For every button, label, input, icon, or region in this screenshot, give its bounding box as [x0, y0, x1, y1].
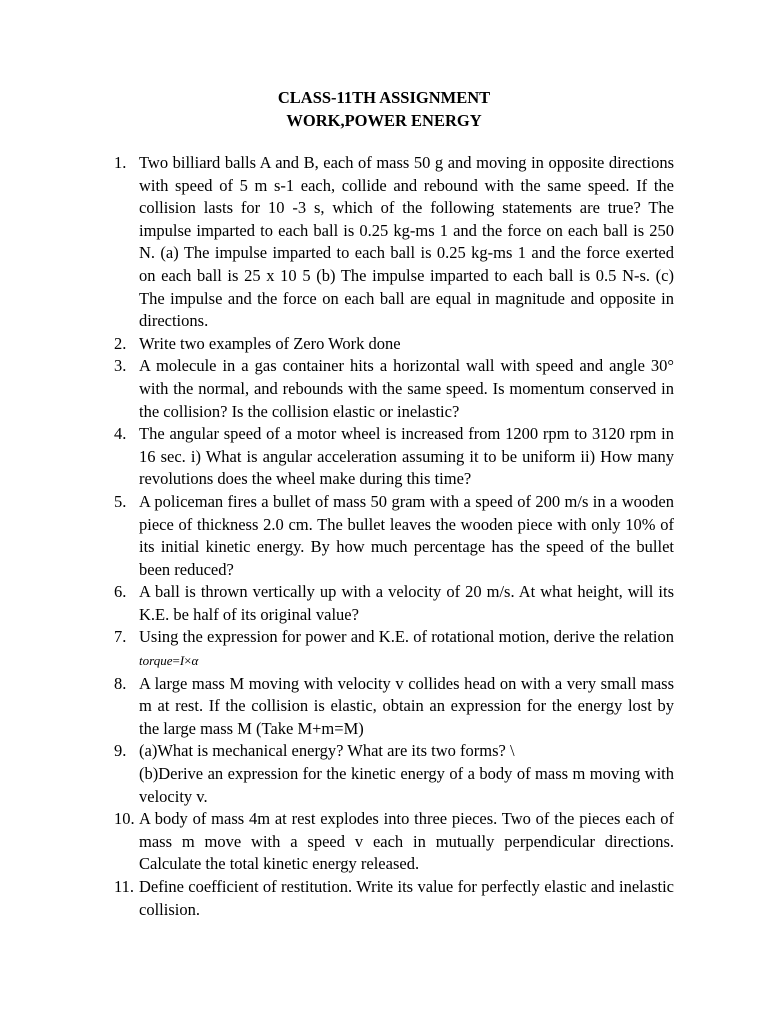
assignment-subtitle: WORK,POWER ENERGY: [286, 111, 482, 130]
question-item: [0, 491, 768, 581]
formula-equals: =: [172, 653, 180, 669]
formula-inertia: I: [179, 653, 185, 669]
question-item: [0, 333, 768, 356]
question-number: 10.: [114, 809, 135, 829]
question-number: 4.: [114, 424, 127, 444]
question-text: A large mass M moving with velocity v collides head on with a very small mass m at rest. If the collision is elastic, obtain an expression for the energy lost by the large mass M (Take M+m=M): [139, 673, 674, 738]
question-number: 9.: [114, 741, 127, 761]
question-text: Define coefficient of restitution. Write its value for perfectly elastic and inelastic collision.: [139, 877, 674, 919]
question-part-a: (a)What is mechanical energy? What are its two forms? \: [139, 741, 515, 761]
question-item: [0, 673, 768, 741]
question-part-b: (b)Derive an expression for the kinetic energy of a body of mass m moving with velocity v.: [139, 764, 674, 806]
question-number: 11.: [114, 877, 135, 896]
question-item: [0, 876, 768, 921]
assignment-title: CLASS-11TH ASSIGNMENT: [277, 88, 491, 107]
question-number: 3.: [114, 356, 127, 376]
question-item: [0, 152, 768, 333]
question-text: A ball is thrown vertically up with a velocity of 20 m/s. At what height, will its K.E. be half of its original value?: [139, 582, 674, 624]
question-item: [0, 808, 768, 876]
question-number: 5.: [114, 491, 127, 511]
question-text: A policeman fires a bullet of mass 50 gram with a speed of 200 m/s in a wooden piece of thickness 2.0 cm. The bullet leaves the wooden piece with only 10% of its initial kinetic energy. By how much percentage has the speed of the bullet been reduced?: [139, 491, 674, 579]
question-list: [0, 152, 768, 921]
formula-alpha: α: [191, 653, 199, 669]
question-number: 1.: [114, 153, 127, 172]
question-item: [0, 626, 768, 672]
question-text: A molecule in a gas container hits a horizontal wall with speed and angle 30° with the normal, and rebounds with the same speed. Is momentum conserved in the collision? Is the collision elastic or inelastic?: [139, 356, 674, 421]
question-text: A body of mass 4m at rest explodes into three pieces. Two of the pieces each of mass m move with a speed v each in mutually perpendicular directions. Calculate the total kinetic energy released.: [139, 809, 674, 874]
question-item: [0, 581, 768, 626]
question-item: [0, 423, 768, 491]
torque-formula: [139, 653, 198, 668]
question-number: 6.: [114, 582, 127, 602]
question-text: The angular speed of a motor wheel is increased from 1200 rpm to 3120 rpm in 16 sec. i) What is angular acceleration assuming it to be uniform ii) How many revolutions does the wheel make during this time?: [139, 424, 674, 489]
formula-times: ×: [184, 653, 192, 669]
question-number: 8.: [114, 673, 127, 693]
question-number: 2.: [114, 333, 127, 353]
question-text-block: [139, 740, 674, 808]
question-text: Two billiard balls A and B, each of mass 50 g and moving in opposite directions with speed of 5 m s-1 each, collide and rebound with the same speed. If the collision lasts for 10 -3 s, which of the following statements are true? The impulse imparted to each ball is 0.25 kg-ms 1 and the force on each ball is 250 N. (a) The impulse imparted to each ball is 0.25 kg-ms 1 and the force exerted on each ball is 25 x 10 5 (b) The impulse imparted to each ball is 0.5 N-s. (c) The impulse and the force on each ball are equal in magnitude and opposite in directions.: [139, 153, 674, 331]
question-text: Write two examples of Zero Work done: [139, 333, 401, 353]
question-text-with-formula: [139, 626, 674, 672]
question-text: Using the expression for power and K.E. of rotational motion, derive the relation: [139, 627, 674, 647]
question-number: 7.: [114, 627, 127, 647]
question-item: [0, 355, 768, 423]
question-item: [0, 740, 768, 808]
formula-torque: torque: [139, 653, 173, 669]
